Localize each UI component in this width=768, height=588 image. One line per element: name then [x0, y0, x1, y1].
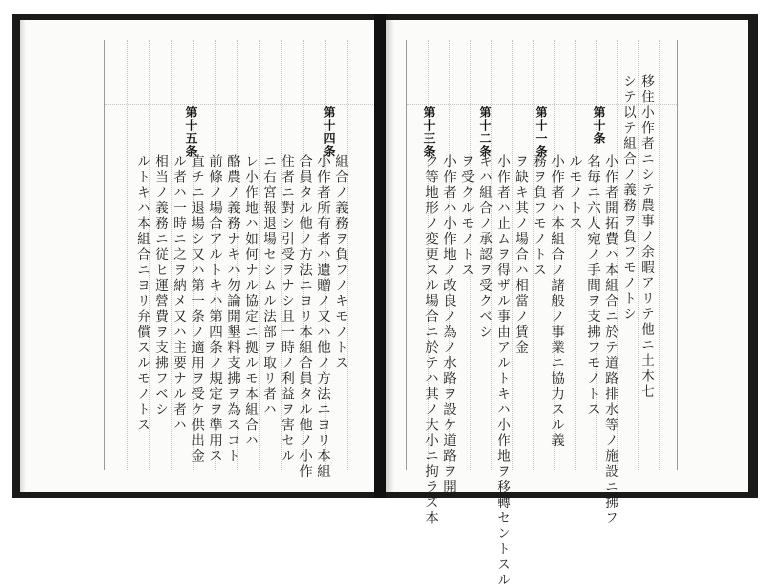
ruled-line — [575, 40, 576, 470]
text-column: ニ右宮報退場セシムル法部ヲ取リ者ハ — [260, 154, 276, 418]
text-column: 合員タル他ノ方法ニヨリ本組合員タル他ノ小作 — [296, 154, 312, 480]
text-column: シテ以テ組合ノ義務ヲ負フモノトシ — [620, 74, 636, 322]
article-heading: 第十二条 — [478, 106, 492, 158]
article-heading: 第十五条 — [184, 106, 198, 158]
article-heading: 第十条 — [592, 106, 606, 145]
text-column: ヲ受クルモノトス — [458, 154, 474, 278]
ruled-line — [407, 104, 677, 105]
text-column: 移住小作者ニシテ農事ノ余暇アリテ他ニ土木七 — [638, 74, 654, 400]
text-column: ヲ缺キ其ノ場合ハ相當ノ賃金 — [512, 154, 528, 356]
text-column: 直チニ退場シ又ハ第一条ノ適用ヲ受ケ供出金 — [188, 154, 204, 464]
right-page — [386, 20, 748, 588]
text-column: 小作者開拓費ハ本組合ニ於テ道路排水等ノ施設ニ拂フ — [602, 154, 618, 526]
text-column: 小作者ハ小作地ノ改良ノ為ノ水路ヲ設ケ道路ヲ開 — [440, 154, 456, 495]
text-column: 前條ノ場合アルトキハ第四条ノ規定ヲ準用ス — [206, 154, 222, 464]
text-column: 小作者所有者ハ遺贈ノ又ハ他ノ方法ニヨリ本組 — [314, 154, 330, 480]
text-column: 相当ノ義務ニ従ヒ運營費ヲ支拂フベシ — [152, 154, 168, 418]
text-column: レ小作地ハ如何ナル協定ニ拠ルモ本組合ハ — [242, 154, 258, 449]
text-column: 務ヲ負フモノトス — [530, 154, 546, 278]
text-column: 酪農ノ義務ナキハ勿論開墾料支拂ヲ為スコト — [224, 154, 240, 464]
text-column: ク等地形ノ変更スル場合ニ於テハ其ノ大小ニ拘ラズ本 — [422, 154, 438, 526]
text-column: 名毎ニ六人宛ノ手間ヲ支拂フモノトス — [584, 154, 600, 418]
left-page — [20, 20, 374, 492]
ruled-line — [105, 104, 379, 105]
text-column: キハ組合ノ承認ヲ受クベシ — [476, 154, 492, 340]
text-column: ルトキハ本組合ニヨリ弁償スルモノトス — [134, 154, 150, 433]
article-heading: 第十一条 — [534, 106, 548, 158]
text-column: ルモノトス — [566, 154, 582, 232]
text-column: 小作者ハ本組合ノ諸般ノ事業ニ協力スル義 — [548, 154, 564, 449]
text-column: 小作者ハ止ムヲ得ザル事由アルトキハ小作地ヲ移轉セントスル — [494, 154, 510, 588]
article-heading: 第十四条 — [322, 106, 336, 158]
text-column: 組合ノ義務ヲ負フノキモノトス — [332, 154, 348, 371]
text-column: 住者ニ對シ引受ヲナシ且一時ノ利益ヲ害セル — [278, 154, 294, 464]
ruled-line — [127, 40, 128, 470]
book-gutter — [374, 14, 386, 498]
ruled-line — [659, 40, 660, 470]
article-heading: 第十三条 — [422, 106, 436, 158]
text-column: ル者ハ一時ニ之ヲ納メ又ハ主要ナル者ハ — [170, 154, 186, 433]
